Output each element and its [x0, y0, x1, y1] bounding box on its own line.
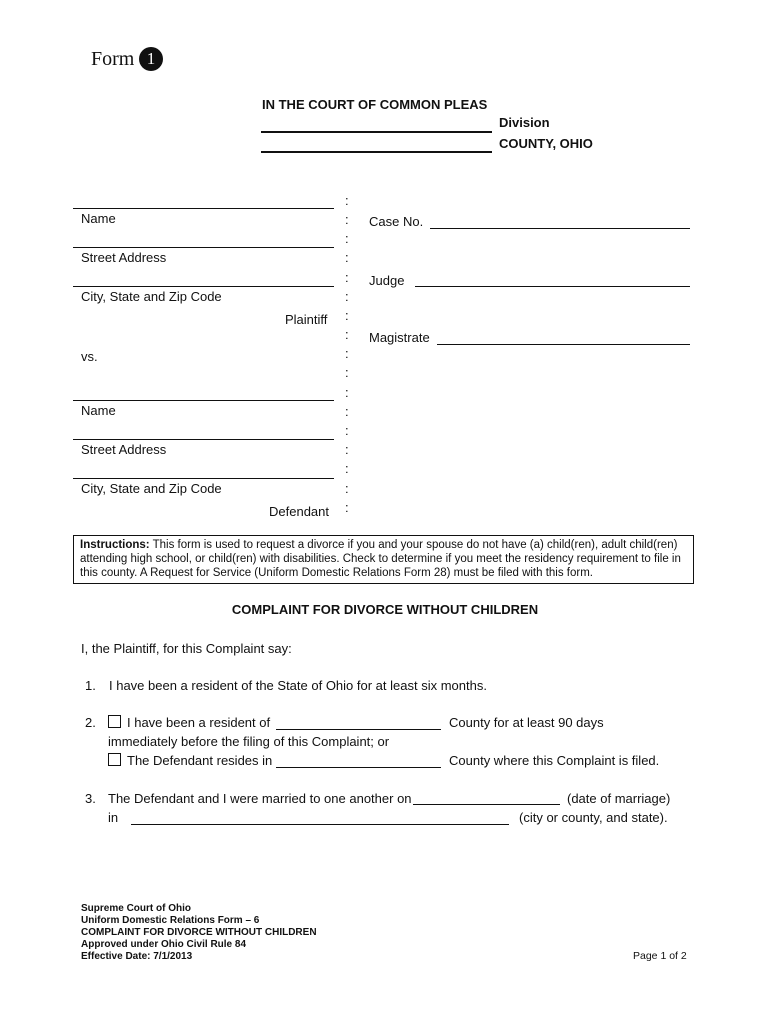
- item3-date-suffix: (date of marriage): [567, 791, 671, 806]
- county-label: COUNTY, OHIO: [499, 136, 593, 151]
- separator-colon: :: [345, 250, 349, 265]
- complaint-intro: I, the Plaintiff, for this Complaint say:: [81, 641, 292, 656]
- defendant-city-label: City, State and Zip Code: [81, 481, 222, 496]
- plaintiff-street-label: Street Address: [81, 250, 167, 265]
- separator-colon: :: [345, 385, 349, 400]
- form-number-badge: 1: [139, 47, 163, 71]
- plaintiff-role-label: Plaintiff: [285, 312, 328, 327]
- judge-field[interactable]: [415, 286, 690, 287]
- instructions-box: [73, 535, 694, 584]
- separator-colon: :: [345, 481, 349, 496]
- page-number: Page 1 of 2: [633, 950, 687, 962]
- instructions-text: This form is used to request a divorce if you and your spouse do not have (a) child(ren), adult child(ren) attending high school, or child(ren) with disabilities. Check to determine if you meet the residency requirement to file in this county. A Request for Service (Uniform Domestic Relations Form 28) must be filed with this form.: [80, 539, 681, 579]
- defendant-city-field[interactable]: [73, 478, 334, 479]
- item1-number: 1.: [85, 678, 96, 693]
- item2-option2-text: The Defendant resides in: [127, 753, 273, 768]
- footer-line: Supreme Court of Ohio: [81, 903, 191, 914]
- defendant-county-field[interactable]: [276, 767, 441, 768]
- item3-place-suffix: (city or county, and state).: [519, 810, 668, 825]
- item2-option1-suffix: County for at least 90 days: [449, 715, 604, 730]
- marriage-date-field[interactable]: [413, 804, 560, 805]
- defendant-name-field[interactable]: [73, 400, 334, 401]
- defendant-name-label: Name: [81, 403, 116, 418]
- defendant-street-field[interactable]: [73, 439, 334, 440]
- defendant-role-label: Defendant: [269, 504, 329, 519]
- plaintiff-street-field[interactable]: [73, 247, 334, 248]
- separator-colon: :: [345, 308, 349, 323]
- separator-colon: :: [345, 461, 349, 476]
- division-label: Division: [499, 115, 550, 130]
- judge-label: Judge: [369, 273, 405, 288]
- item2-number: 2.: [85, 715, 96, 730]
- item3-text: The Defendant and I were married to one another on: [108, 791, 412, 806]
- item3-in-label: in: [108, 810, 119, 825]
- separator-colon: :: [345, 193, 349, 208]
- separator-colon: :: [345, 270, 349, 285]
- separator-colon: :: [345, 289, 349, 304]
- footer-block: [81, 903, 317, 963]
- magistrate-label: Magistrate: [369, 330, 430, 345]
- item1-text: I have been a resident of the State of Ohio for at least six months.: [109, 678, 487, 693]
- court-title: IN THE COURT OF COMMON PLEAS: [262, 97, 488, 112]
- county-field[interactable]: [261, 151, 492, 153]
- plaintiff-name-label: Name: [81, 211, 116, 226]
- division-field[interactable]: [261, 131, 492, 133]
- separator-colon: :: [345, 212, 349, 227]
- item3-number: 3.: [85, 791, 96, 806]
- magistrate-field[interactable]: [437, 344, 690, 345]
- separator-colon: :: [345, 346, 349, 361]
- resident-checkbox[interactable]: [108, 715, 121, 728]
- separator-colon: :: [345, 423, 349, 438]
- plaintiff-city-label: City, State and Zip Code: [81, 289, 222, 304]
- footer-line: Approved under Ohio Civil Rule 84: [81, 939, 247, 950]
- marriage-place-field[interactable]: [131, 824, 509, 825]
- item2-option1-continued: immediately before the filing of this Complaint; or: [108, 734, 390, 749]
- plaintiff-city-field[interactable]: [73, 286, 334, 287]
- complaint-title: COMPLAINT FOR DIVORCE WITHOUT CHILDREN: [231, 602, 539, 617]
- case-no-field[interactable]: [430, 228, 690, 229]
- separator-colon: :: [345, 404, 349, 419]
- case-no-label: Case No.: [369, 214, 424, 229]
- footer-line: Effective Date: 7/1/2013: [81, 951, 193, 962]
- footer-line: COMPLAINT FOR DIVORCE WITHOUT CHILDREN: [81, 927, 317, 938]
- separator-colon: :: [345, 327, 349, 342]
- resident-county-field[interactable]: [276, 729, 441, 730]
- defendant-street-label: Street Address: [81, 442, 167, 457]
- form-label: Form: [91, 48, 135, 70]
- separator-colon: :: [345, 500, 349, 515]
- item2-option2-suffix: County where this Complaint is filed.: [449, 753, 660, 768]
- instructions-lead: Instructions:: [80, 539, 150, 551]
- separator-colon: :: [345, 231, 349, 246]
- defendant-resides-checkbox[interactable]: [108, 753, 121, 766]
- item2-option1-text: I have been a resident of: [127, 715, 271, 730]
- footer-line: Uniform Domestic Relations Form – 6: [81, 915, 260, 926]
- separator-colon: :: [345, 442, 349, 457]
- separator-colon: :: [345, 365, 349, 380]
- plaintiff-name-field[interactable]: [73, 208, 334, 209]
- versus-label: vs.: [81, 349, 98, 364]
